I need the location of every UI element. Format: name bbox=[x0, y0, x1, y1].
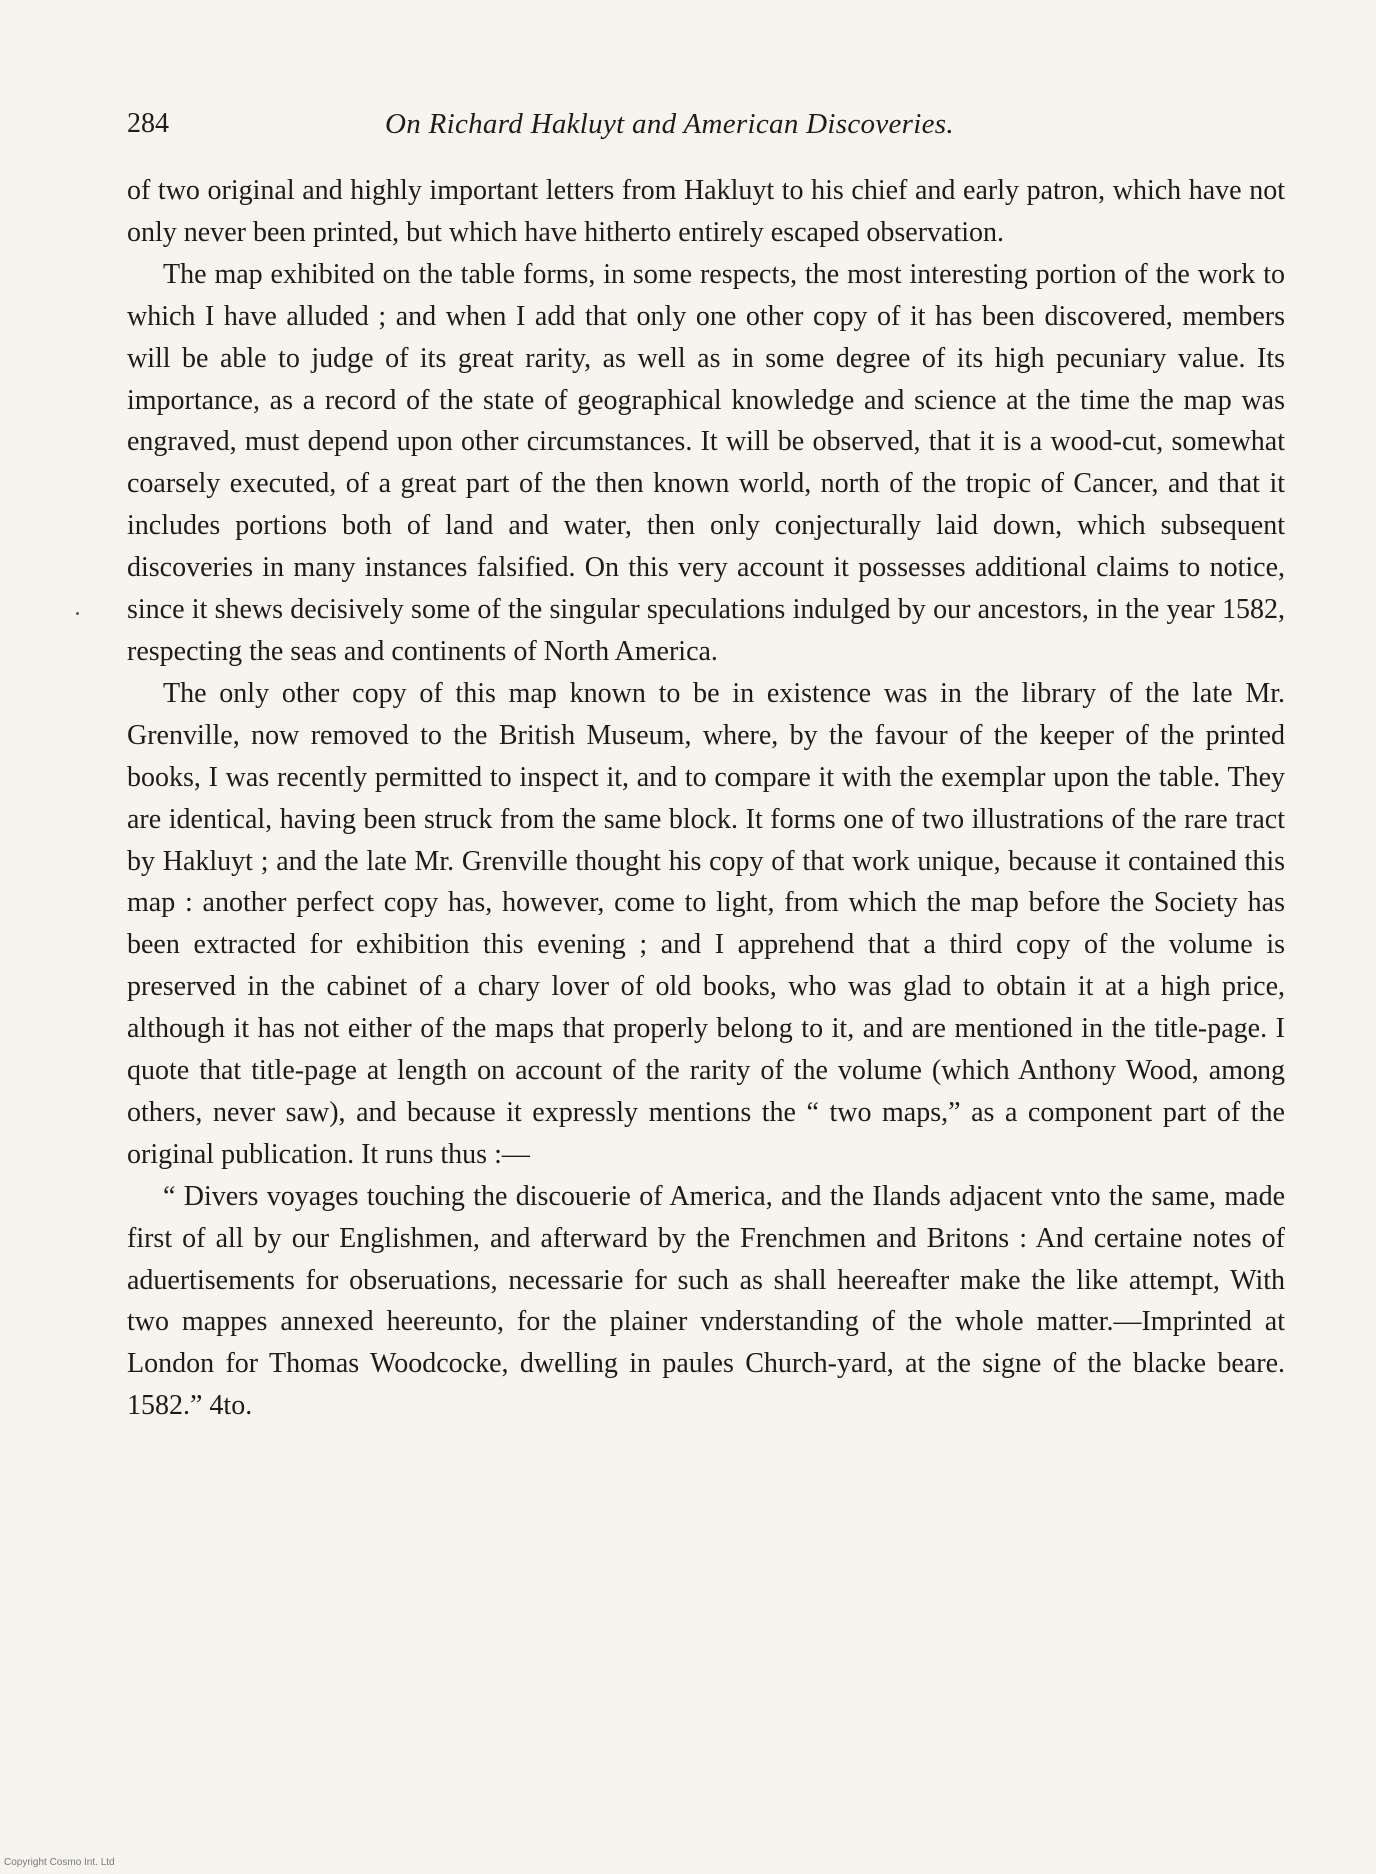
paragraph-map-description: The map exhibited on the table forms, in some respects, the most interesting portion of the work to which I have alluded ; and when I add that only one other copy of it has been discovered, members will be able to judge of its great rarity, as well as in some degree of its high pecuniary value. Its importance, as a record of the state of geographical knowledge and science at the time the map was engraved, must depend upon other circumstances. It will be observed, that it is a wood-cut, somewhat coarsely executed, of a great part of the then known world, north of the tropic of Cancer, and that it includes portions both of land and water, then only conjecturally laid down, which subsequent discoveries in many instances falsified. On this very account it possesses additional claims to notice, since it shews decisively some of the singular speculations indulged by our ancestors, in the year 1582, respecting the seas and continents of North America. bbox=[127, 258, 1285, 667]
paragraph-title-quote: “ Divers voyages touching the discouerie of America, and the Ilands adjacent vnto the same, made first of all by our Englishmen, and afterward by the Frenchmen and Britons : And certaine notes of aduertisements for obseruations, necessarie for such as shall heereafter make the like attempt, With two mappes annexed heereunto, for the plainer vnderstanding of the whole matter.—Imprinted at London for Thomas Woodcocke, dwelling in paules Church-yard, at the signe of the blacke beare. 1582.” 4to. bbox=[127, 1180, 1285, 1422]
paragraph-continuation: of two original and highly important letters from Hakluyt to his chief and early patron, which have not only never been printed, but which have hitherto entirely escaped observation. bbox=[127, 175, 1285, 248]
print-speck bbox=[76, 612, 79, 615]
paragraph-other-copy: The only other copy of this map known to be in existence was in the library of the late Mr. Grenville, now removed to the British Museum, where, by the favour of the keeper of the printed books, I was recently permitted to inspect it, and to compare it with the exemplar upon the table. They are identical, having been struck from the same block. It forms one of two illustrations of the rare tract by Hakluyt ; and the late Mr. Grenville thought his copy of that work unique, because it contained this map : another perfect copy has, however, come to light, from which the map before the Society has been extracted for exhibition this evening ; and I apprehend that a third copy of the volume is preserved in the cabinet of a chary lover of old books, who was glad to obtain it at a high price, although it has not either of the maps that properly belong to it, and are mentioned in the title-page. I quote that title-page at length on account of the rarity of the volume (which Anthony Wood, among others, never saw), and because it expressly mentions the “ two maps,” as a component part of the original publication. It runs thus :— bbox=[127, 677, 1285, 1170]
page-header bbox=[127, 108, 1287, 148]
running-title: On Richard Hakluyt and American Discoveries. bbox=[385, 108, 954, 140]
body-text bbox=[127, 170, 1285, 1427]
page-number: 284 bbox=[127, 108, 169, 139]
copyright-watermark: Copyright Cosmo Int. Ltd bbox=[4, 1857, 115, 1868]
